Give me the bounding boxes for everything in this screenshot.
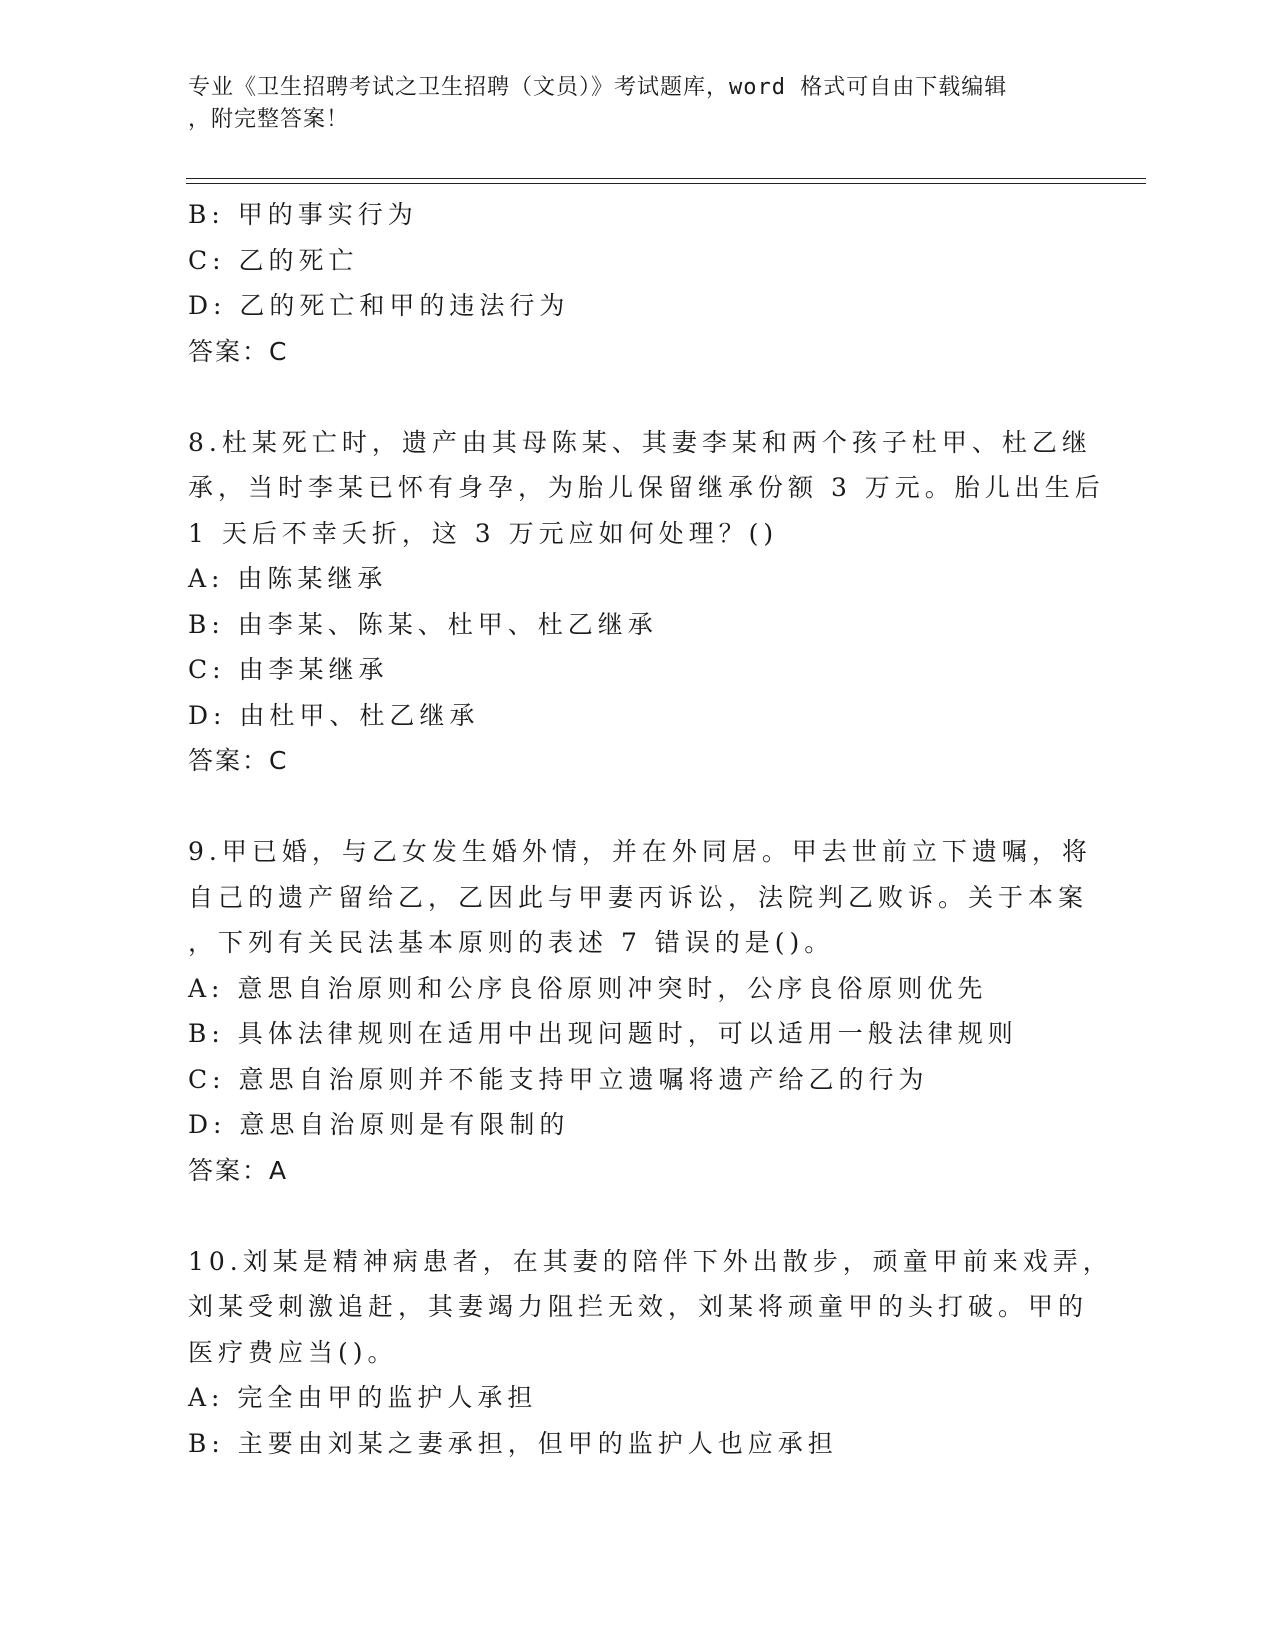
- question-text-line: 医疗费应当()。: [188, 1337, 398, 1367]
- question-text-line: ，下列有关民法基本原则的表述 7 错误的是()。: [188, 928, 835, 957]
- option-c: C: 由李某继承: [188, 655, 389, 684]
- header-rule-top: [186, 178, 1146, 179]
- spacer: [188, 374, 1068, 420]
- option-b: B: 主要由刘某之妻承担，但甲的监护人也应承担: [188, 1428, 838, 1458]
- answer-line: 答案：C: [188, 746, 289, 775]
- option-a: A: 意思自治原则和公序良俗原则冲突时，公序良俗原则优先: [188, 973, 988, 1003]
- option-d: D: 由杜甲、杜乙继承: [188, 700, 480, 730]
- question-list: [188, 192, 1113, 1466]
- question-text-line: 刘某受刺激追赶，其妻竭力阻拦无效，刘某将顽童甲的头打破。甲的: [188, 1292, 1089, 1321]
- option-c: C: 意思自治原则并不能支持甲立遗嘱将遗产给乙的行为: [188, 1064, 929, 1094]
- answer-line: 答案：C: [188, 336, 289, 366]
- question-8: [188, 420, 1105, 784]
- question-10: [188, 1239, 1113, 1467]
- spacer: [188, 784, 1068, 830]
- option-b: B: 具体法律规则在适用中出现问题时，可以适用一般法律规则: [188, 1019, 1018, 1048]
- option-d: D: 意思自治原则是有限制的: [188, 1110, 570, 1139]
- option-a: A: 完全由甲的监护人承担: [188, 1383, 538, 1412]
- question-9: [188, 829, 1092, 1193]
- question-text-line: 9.甲已婚，与乙女发生婚外情，并在外同居。甲去世前立下遗嘱，将: [188, 837, 1092, 866]
- spacer: [188, 1193, 1068, 1239]
- question-text-line: 1 天后不幸夭折，这 3 万元应如何处理？(): [188, 518, 779, 548]
- option-c: C: 乙的死亡: [188, 245, 359, 275]
- question-text-line: 8.杜某死亡时，遗产由其母陈某、其妻李某和两个孩子杜甲、杜乙继: [188, 427, 1092, 457]
- question-text-line: 自己的遗产留给乙，乙因此与甲妻丙诉讼，法院判乙败诉。关于本案: [188, 882, 1089, 912]
- question-text-line: 承，当时李某已怀有身孕，为胎儿保留继承份额 3 万元。胎儿出生后: [188, 473, 1105, 502]
- question-text-line: 10.刘某是精神病患者，在其妻的陪伴下外出散步，顽童甲前来戏弄，: [188, 1246, 1113, 1276]
- option-d: D: 乙的死亡和甲的违法行为: [188, 291, 570, 320]
- document-header: [188, 72, 1068, 136]
- header-rule-bottom: [186, 183, 1146, 184]
- header-line-2: ，附完整答案！: [188, 107, 350, 132]
- question-7-tail: [188, 192, 1068, 374]
- option-b: B: 甲的事实行为: [188, 200, 418, 229]
- option-b: B: 由李某、陈某、杜甲、杜乙继承: [188, 609, 658, 639]
- header-line-1: 专业《卫生招聘考试之卫生招聘（文员）》考试题库，word 格式可自由下载编辑: [188, 75, 1008, 100]
- option-a: A: 由陈某继承: [188, 564, 388, 593]
- answer-line: 答案：A: [188, 1155, 289, 1185]
